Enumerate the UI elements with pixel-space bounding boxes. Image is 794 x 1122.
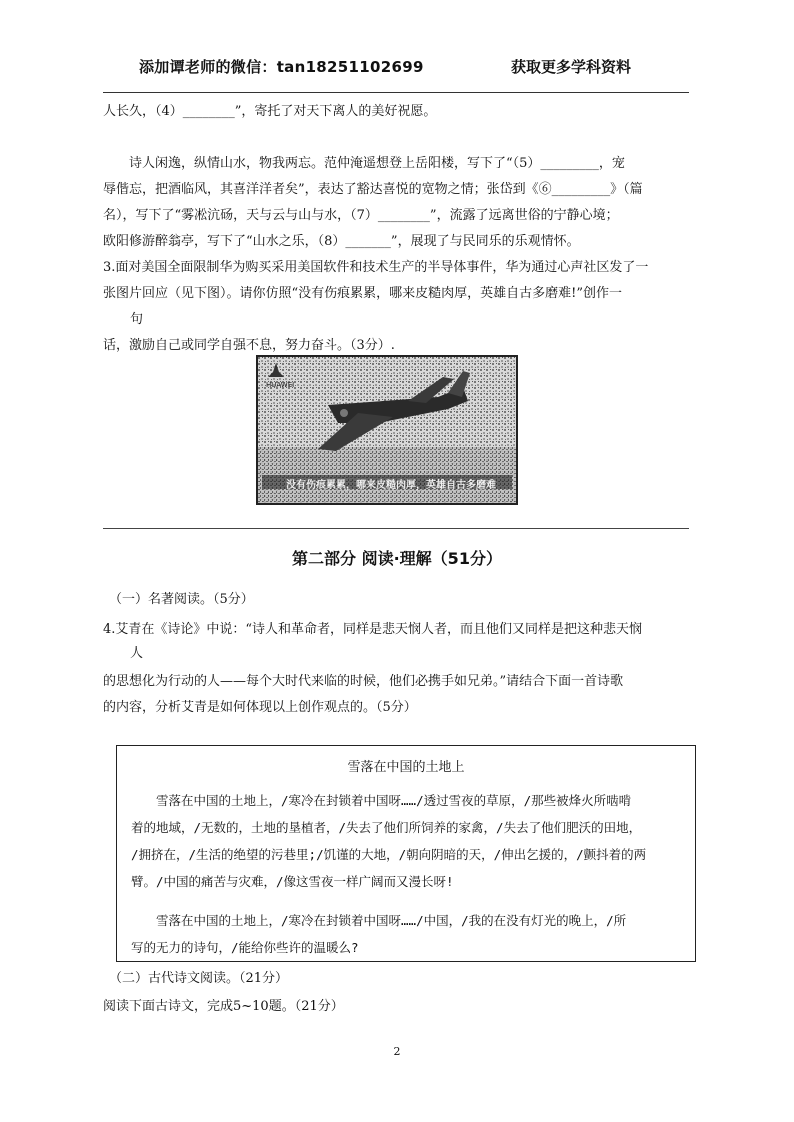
page-number: 2	[393, 1045, 401, 1058]
poem-line: 臂。/中国的痛苦与灾难，/像这雪夜一样广阔而又漫长呀!	[131, 874, 454, 889]
image-caption: 没有伤痕累累，哪来皮糙肉厚，英雄自古多磨难	[286, 480, 496, 491]
subsection-heading: （二）古代诗文阅读。（21分）	[109, 971, 289, 986]
question-3-line: 话，激励自己或同学自强不息，努力奋斗。（3分）.	[103, 338, 395, 353]
poem-line: /拥挤在，/生活的绝望的污巷里;/饥谨的大地，/朝向阴暗的天，/伸出乞援的，/颤抖着的两	[131, 847, 647, 862]
question-4-line: 4.艾青在《诗论》中说：“诗人和革命者，同样是悲天悯人者，而且他们又同样是把这种悲天悯	[103, 622, 643, 637]
question-3-line: 句	[130, 312, 144, 327]
poem-box	[116, 745, 696, 962]
question-3-line: 3.面对美国全面限制华为购买采用美国软件和技术生产的半导体事件，华为通过心声社区发了一	[103, 260, 649, 275]
section-title: 第二部分 阅读·理解（51分）	[292, 549, 502, 568]
question-3-line: 张图片回应（见下图）。请你仿照“没有伤痕累累，哪来皮糙肉厚，英雄自古多磨难!”创作一	[103, 286, 623, 301]
poem-line: 雪落在中国的土地上，/寒冷在封锁着中国呀……/中国，/我的在没有灯光的晚上，/所	[131, 913, 627, 928]
body-line: 辱偕忘，把酒临风，其喜洋洋者矣”，表达了豁达喜悦的宽物之情；张岱到《⑥_________》（篇	[103, 182, 643, 197]
question-4-line: 的内容，分析艾青是如何体现以上创作观点的。（5分）	[103, 700, 417, 715]
question-4-line: 的思想化为行动的人——每个大时代来临的时候，他们必携手如兄弟。”请结合下面一首诗歌	[103, 674, 624, 689]
poem-title: 雪落在中国的土地上	[347, 760, 465, 775]
poem-line: 写的无力的诗句，/能给你些许的温暖么?	[131, 940, 359, 955]
header-divider	[103, 92, 689, 93]
section-divider	[103, 528, 689, 529]
subsection-heading: （一）名著阅读。（5分）	[109, 592, 254, 607]
huawei-plane-image	[256, 355, 518, 505]
question-4-line: 人	[130, 646, 144, 661]
body-line: 诗人闲逸，纵情山水，物我两忘。范仲淹遥想登上岳阳楼，写下了“（5）_________，宠	[103, 156, 625, 171]
poem-line: 着的地域，/无数的，土地的垦植者，/失去了他们所饲养的家禽，/失去了他们肥沃的田地，	[131, 820, 642, 835]
poem-line: 雪落在中国的土地上，/寒冷在封锁着中国呀……/透过雪夜的草原，/那些被烽火所啮啃	[131, 793, 632, 808]
body-line: 欧阳修游醉翁亭，写下了“山水之乐，（8）_______”，展现了与民同乐的乐观情怀。	[103, 234, 580, 249]
body-line: 名），写下了“雾凇沆砀，天与云与山与水，（7）________”，流露了远离世俗的宁静心境；	[103, 208, 619, 223]
huawei-logo-text: HUAWEI	[266, 381, 295, 389]
body-line: 人长久，（4）________”，寄托了对天下离人的美好祝愿。	[103, 104, 437, 119]
header-promo-text: 获取更多学科资料	[511, 58, 632, 76]
page-header	[103, 56, 689, 84]
instruction-line: 阅读下面古诗文，完成5~10题。（21分）	[103, 999, 344, 1014]
header-contact-text: 添加谭老师的微信：tan18251102699	[139, 58, 424, 76]
